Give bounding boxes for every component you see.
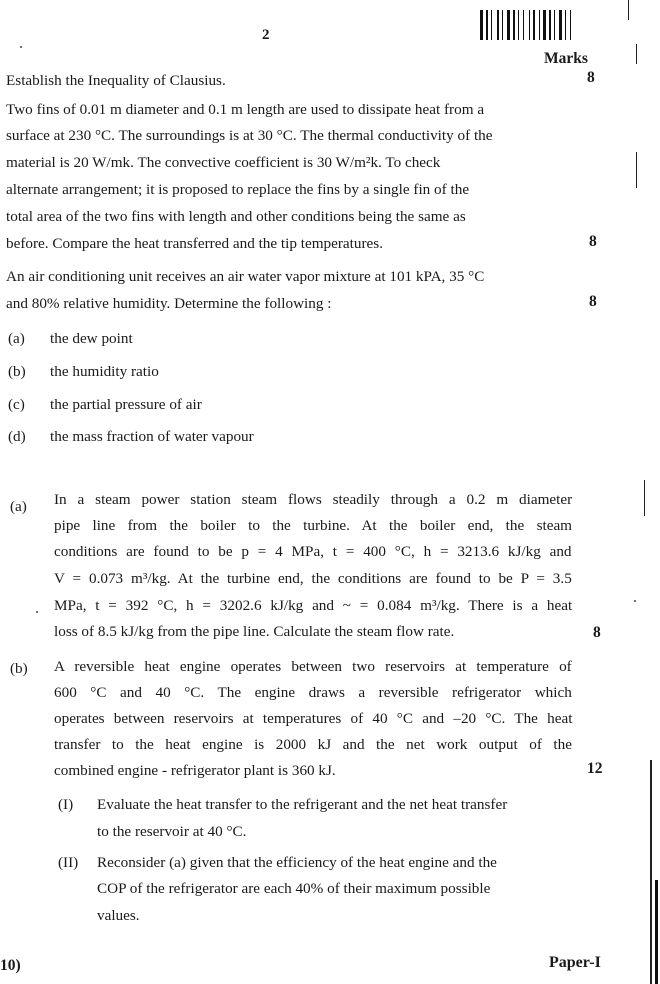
scan-edge-border <box>650 760 652 984</box>
aircon-line: An air conditioning unit receives an air water vapor mixture at 101 kPA, 35 °C <box>6 268 485 285</box>
barcode-bar <box>504 10 506 40</box>
barcode-bar <box>549 10 551 40</box>
barcode-bar <box>533 10 535 40</box>
scan-edge-mark <box>636 152 637 188</box>
fins-line: total area of the two fins with length and other conditions being the same as <box>6 208 466 225</box>
scan-speck <box>20 46 22 48</box>
steam-line: conditions are found to be p = 4 MPa, t = 400 °C, h = 3213.6 kJ/kg and <box>54 543 572 560</box>
barcode-bar <box>513 10 515 40</box>
barcode-bar <box>554 10 555 40</box>
item-text: the humidity ratio <box>50 363 159 380</box>
barcode <box>480 10 592 40</box>
barcode-bar <box>523 10 524 40</box>
fins-line: material is 20 W/mk. The convective coefficient is 30 W/m²k. To check <box>6 154 441 171</box>
marks-heading: Marks <box>544 50 588 67</box>
item-label: (b) <box>8 363 26 380</box>
barcode-bar <box>539 10 540 40</box>
scan-speck <box>634 600 636 602</box>
barcode-bar <box>518 10 519 40</box>
steam-line: pipe line from the boiler to the turbine. At the boiler end, the steam <box>54 517 572 534</box>
subpart-line: COP of the refrigerator are each 40% of their maximum possible <box>97 880 491 897</box>
steam-line: loss of 8.5 kJ/kg from the pipe line. Calculate the steam flow rate. <box>54 623 455 640</box>
item-label: (c) <box>8 396 25 413</box>
barcode-bar <box>556 10 558 40</box>
engine-line: 600 °C and 40 °C. The engine draws a reversible refrigerator which <box>54 684 572 701</box>
subpart-label: (II) <box>58 854 79 871</box>
barcode-bar <box>531 10 532 40</box>
fins-line: alternate arrangement; it is proposed to replace the fins by a single fin of the <box>6 181 470 198</box>
steam-line: In a steam power station steam flows steadily through a 0.2 m diameter <box>54 491 573 508</box>
marks-clausius: 8 <box>587 69 595 86</box>
fins-line: surface at 230 °C. The surroundings is at 30 °C. The thermal conductivity of the <box>6 127 493 144</box>
scan-edge-mark <box>644 480 645 516</box>
barcode-bar <box>563 10 564 40</box>
subpart-line: Reconsider (a) given that the efficiency of the heat engine and the <box>97 854 497 871</box>
marks-engine: 12 <box>587 760 603 777</box>
barcode-bar <box>516 10 517 40</box>
subpart-label: (I) <box>58 796 74 813</box>
footer-paper-label: Paper-I <box>549 954 601 971</box>
barcode-bar <box>491 10 492 40</box>
marks-aircon: 8 <box>589 293 597 310</box>
marks-steam: 8 <box>593 624 601 641</box>
barcode-bar <box>552 10 553 40</box>
fins-line: Two fins of 0.01 m diameter and 0.1 m length are used to dissipate heat from a <box>6 101 485 118</box>
barcode-bar <box>570 10 571 40</box>
question-clausius: Establish the Inequality of Clausius. <box>6 72 226 89</box>
engine-line: operates between reservoirs at temperatures of 40 °C and –20 °C. The heat <box>54 710 573 727</box>
barcode-bar <box>541 10 542 40</box>
barcode-bar <box>484 10 485 40</box>
item-label: (d) <box>8 428 26 445</box>
steam-label: (a) <box>10 498 27 515</box>
engine-line: A reversible heat engine operates between two reservoirs at temperature of <box>54 658 572 675</box>
barcode-bar <box>547 10 548 40</box>
marks-fins: 8 <box>589 233 597 250</box>
subpart-line: Evaluate the heat transfer to the refrigerant and the net heat transfer <box>97 796 508 813</box>
barcode-bar <box>572 10 575 40</box>
barcode-bar <box>497 10 499 40</box>
engine-line: transfer to the heat engine is 2000 kJ and the net work output of the <box>54 736 572 753</box>
scan-edge-mark <box>628 0 629 20</box>
page-number: 2 <box>262 27 270 43</box>
barcode-bar <box>565 10 566 40</box>
barcode-bar <box>567 10 569 40</box>
subpart-line: to the reservoir at 40 °C. <box>97 823 247 840</box>
aircon-line: and 80% relative humidity. Determine the following : <box>6 295 332 312</box>
steam-line: V = 0.073 m³/kg. At the turbine end, the conditions are found to be P = 3.5 <box>54 570 572 587</box>
barcode-bar <box>507 10 510 40</box>
fins-line: before. Compare the heat transferred and the tip temperatures. <box>6 235 383 252</box>
subpart-line: values. <box>97 907 140 924</box>
barcode-bar <box>529 10 530 40</box>
scan-edge-border <box>655 880 658 984</box>
barcode-bar <box>500 10 501 40</box>
barcode-bar <box>543 10 546 40</box>
barcode-bar <box>493 10 496 40</box>
engine-line: combined engine - refrigerator plant is 360 kJ. <box>54 762 336 779</box>
barcode-bar <box>536 10 538 40</box>
item-text: the dew point <box>50 330 133 347</box>
barcode-bar <box>486 10 488 40</box>
steam-line: MPa, t = 392 °C, h = 3202.6 kJ/kg and ~ = 0.084 m³/kg. There is a heat <box>54 597 573 614</box>
engine-label: (b) <box>10 660 28 677</box>
barcode-bar <box>511 10 512 40</box>
barcode-bar <box>489 10 490 40</box>
scan-edge-mark <box>636 44 637 64</box>
barcode-bar <box>525 10 528 40</box>
item-label: (a) <box>8 330 25 347</box>
item-text: the partial pressure of air <box>50 396 202 413</box>
barcode-bar <box>520 10 522 40</box>
barcode-bar <box>480 10 483 40</box>
barcode-bar <box>559 10 562 40</box>
item-text: the mass fraction of water vapour <box>50 428 254 445</box>
barcode-bar <box>502 10 503 40</box>
scan-speck <box>36 611 38 613</box>
footer-page-code: 10) <box>0 957 21 974</box>
